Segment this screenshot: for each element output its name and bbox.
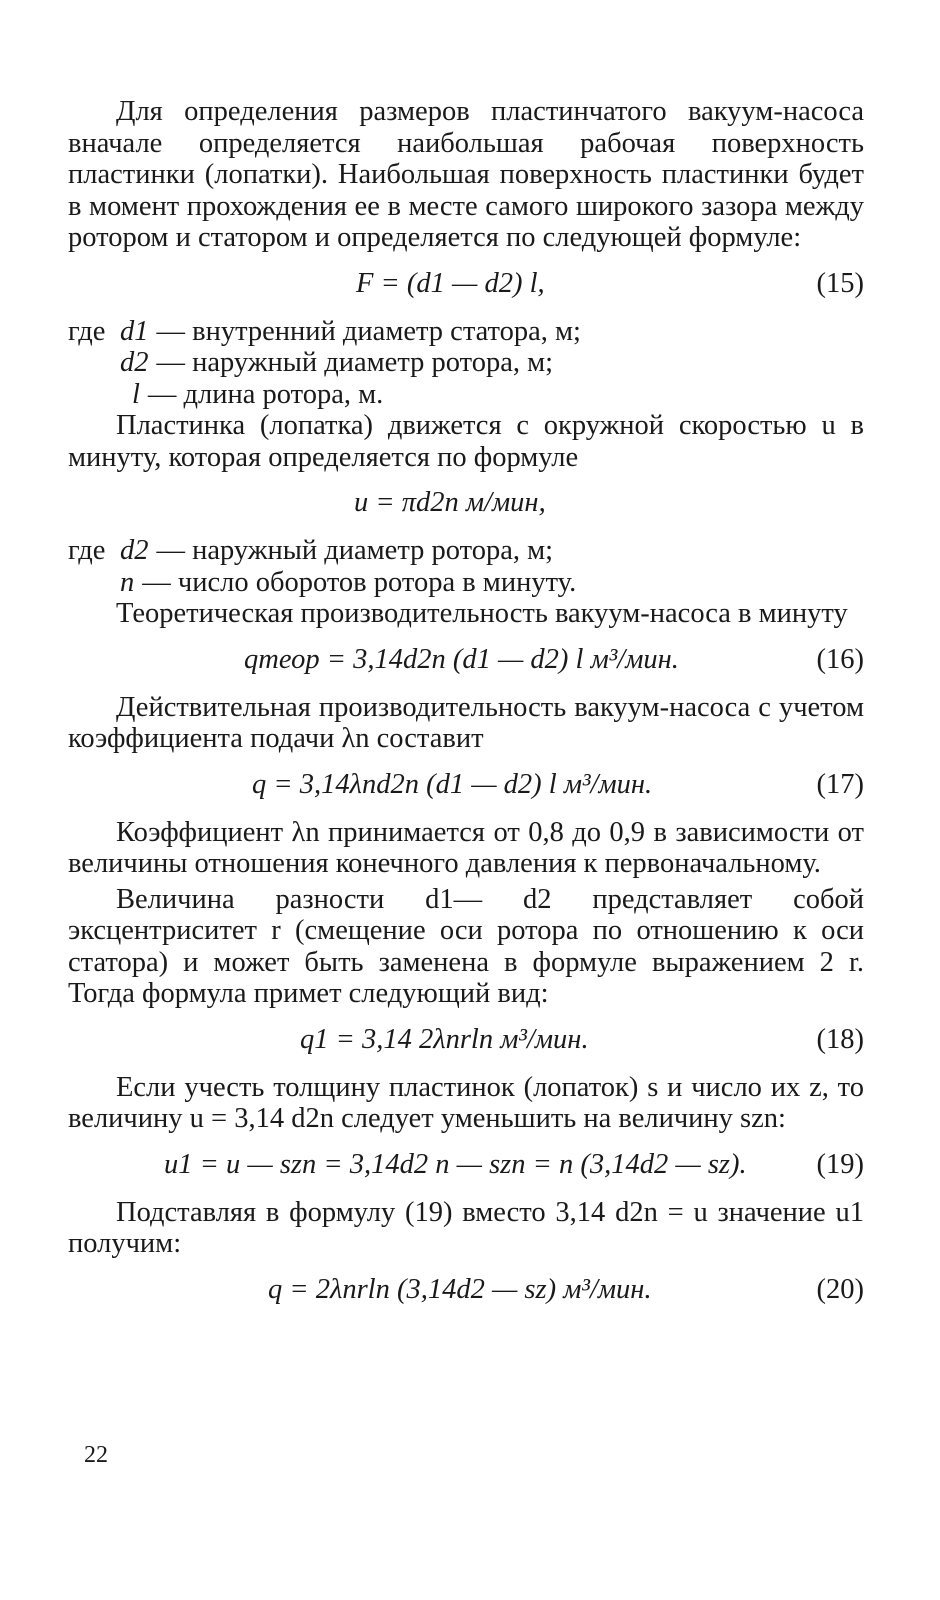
definition-list-1	[68, 316, 864, 411]
definition-symbol: n	[120, 566, 135, 598]
formula-16-number: (16)	[816, 643, 864, 675]
definition-text: — наружный диаметр ротора, м;	[156, 347, 554, 378]
paragraph-1: Для определения размеров пластинчатого вакуум-насоса вначале определяется наибольшая рабочая поверхность пластинки (лопатки). Наибольшая поверхность пластинки будет в момент прохождения ее в месте самого широкого зазора между ротором и статором и определяется по следующей формуле:	[68, 96, 864, 253]
formula-18-number: (18)	[816, 1023, 864, 1055]
definition-lead: где	[68, 535, 106, 566]
formula-17	[68, 769, 864, 803]
formula-15-expression: F = (d1 — d2) l,	[356, 267, 545, 299]
definition-lead	[68, 379, 132, 411]
paragraph-7: Если учесть толщину пластинок (лопаток) s и число их z, то величину u = 3,14 d2n следует уменьшить на величину szn:	[68, 1071, 864, 1134]
paragraph-3: Теоретическая производительность вакуум-насоса в минуту	[116, 598, 848, 629]
page-number: 22	[84, 1442, 108, 1468]
formula-16	[68, 644, 864, 678]
formula-20	[68, 1274, 864, 1308]
formula-20-expression: q = 2λnrln (3,14d2 — sz) м³/мин.	[268, 1273, 652, 1305]
paragraph-2: Пластинка (лопатка) движется с окружной скоростью u в минуту, которая определяется по формуле	[68, 410, 864, 473]
formula-18-expression: q1 = 3,14 2λnrln м³/мин.	[300, 1023, 589, 1055]
formula-velocity-expression: u = πd2n м/мин,	[354, 487, 546, 518]
paragraph-4: Действительная производительность вакуум-насоса с учетом коэффициента подачи λn составит	[68, 691, 864, 754]
definition-lead	[68, 347, 120, 379]
formula-18	[68, 1024, 864, 1058]
definition-symbol: l	[132, 378, 140, 410]
formula-15	[68, 268, 864, 302]
formula-16-expression: qтеор = 3,14d2n (d1 — d2) l м³/мин.	[244, 643, 679, 675]
formula-19-number: (19)	[816, 1148, 864, 1180]
definition-lead	[68, 567, 120, 599]
formula-velocity	[68, 487, 864, 521]
formula-20-number: (20)	[816, 1273, 864, 1305]
definition-text: — наружный диаметр ротора, м;	[156, 535, 554, 566]
definition-text: — число оборотов ротора в минуту.	[142, 566, 577, 598]
definition-item	[68, 535, 864, 567]
definition-lead: где	[68, 315, 106, 347]
formula-17-number: (17)	[816, 768, 864, 800]
definition-item	[68, 347, 864, 379]
formula-17-expression: q = 3,14λnd2n (d1 — d2) l м³/мин.	[252, 768, 653, 800]
definition-symbol: d2	[120, 347, 149, 378]
formula-15-number: (15)	[816, 267, 864, 299]
page-body	[68, 96, 864, 1322]
paragraph-8: Подставляя в формулу (19) вместо 3,14 d2n = u значение u1 получим:	[68, 1196, 864, 1259]
definition-item	[68, 567, 864, 599]
definition-list-2	[68, 535, 864, 598]
definition-item	[68, 379, 864, 411]
definition-text: — длина ротора, м.	[147, 378, 384, 410]
paragraph-5: Коэффициент λn принимается от 0,8 до 0,9 в зависимости от величины отношения конечного давления к первоначальному.	[68, 816, 864, 879]
definition-item	[68, 316, 864, 348]
definition-symbol: d2	[120, 535, 149, 566]
definition-symbol: d1	[120, 315, 149, 347]
formula-19	[68, 1149, 864, 1183]
paragraph-6: Величина разности d1— d2 представляет собой эксцентриситет r (смещение оси ротора по отношению к оси статора) и может быть заменена в формуле выражением 2 r. Тогда формула примет следующий вид:	[68, 883, 864, 1009]
formula-19-expression: u1 = u — szn = 3,14d2 n — szn = n (3,14d2 — sz).	[164, 1148, 747, 1180]
definition-text: — внутренний диаметр статора, м;	[156, 315, 581, 347]
